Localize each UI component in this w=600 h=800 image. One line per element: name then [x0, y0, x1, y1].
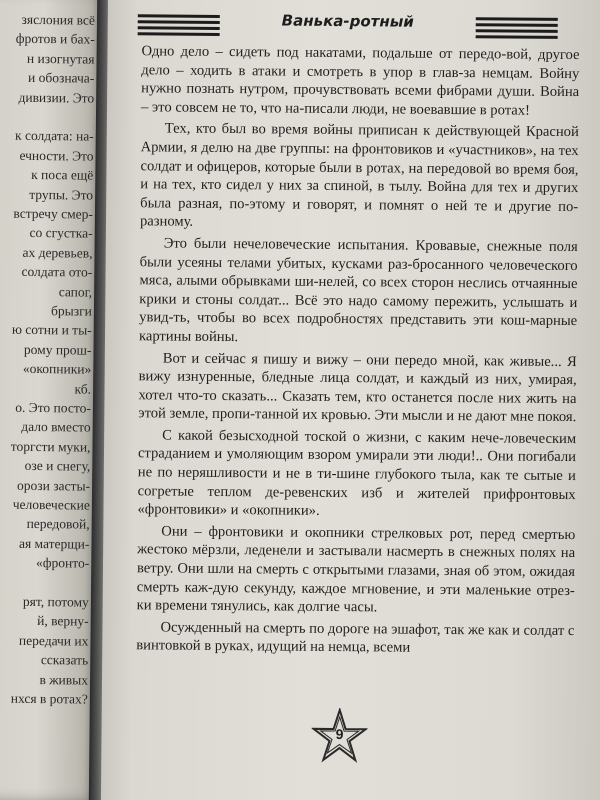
- left-page-line: озе и снегу,: [24, 458, 91, 474]
- page-header: [138, 2, 600, 40]
- left-page-line: в живых: [39, 671, 89, 688]
- paragraph: С какой безысходной тоской о жизни, с каким нече-ловеческим страданием и умоляющим взором умирали эти люди!.. Они погибали не по неряшливости и не в ти-шине глубокого тыла, как те сытые и согретые теплом де-ревенских изб и жителей прифронтовых «фронтовики» и «окопники».: [137, 427, 577, 520]
- left-page-line: трупы. Это: [29, 186, 94, 203]
- left-page-line: со сгустка-: [29, 225, 93, 242]
- left-page-line: кб.: [74, 381, 92, 397]
- running-head-title: Ванька-ротный: [281, 11, 414, 31]
- page-number-badge: [311, 708, 367, 764]
- left-page-line: й, верну-: [37, 613, 89, 629]
- paragraph: Тех, кто был во время войны приписан к действующей Красной Армии, я делю на две группы: на фронтовиков и «участников», на тех солдат и офицеров, которые были в ротах, на передовой во время боя, и на тех, кто сидел у них за спиной, в тылу. Война для тех и других была разная, по-этому и говорят, и помнят о ней те и другие по-разному.: [139, 120, 579, 231]
- left-page-line: рому прош-: [23, 341, 92, 358]
- left-page-line: солдата ото-: [21, 264, 93, 280]
- paragraph: Они – фронтовики и окопники стрелковых рот, перед смертью жестоко мёрзли, леденели и застывали насмерть в снежных полях на ветру. Они шли на смерть с открытыми глазами, зная об этом, ожидая смерть каж-дую секунду, каждое мгновение, и эти маленькие отрез-ки времени тянулись, как долгие часы.: [136, 523, 576, 616]
- left-page-line: брызги: [51, 303, 92, 319]
- left-page-line: «фронто-: [35, 555, 90, 571]
- left-page-line: орози засты-: [17, 477, 91, 494]
- header-stripes-left: [138, 14, 220, 39]
- paragraph: Это были нечеловеческие испытания. Кровавые, снежные поля были усеяны телами убитых, кусками раз-бросанного человеческого мяса, алыми обрывками ши-нелей, со всех сторон неслись отчаянные крики и стоны солдат... Всё это надо самому пережить, услышать и увид-ть, чтобы во всех подробностях представить эти кош-марные картины войны.: [138, 235, 578, 346]
- paragraph: Одно дело – сидеть под накатами, подальше от передо-вой, другое дело – ходить в атаки и смотреть в упор в глав-за немцам. Войну нужно познать нутром, прочувствовать всеми фибрами души. Война – это совсем не то, что на-писали люди, не воевавшие в ротах!: [140, 43, 580, 119]
- left-page-line: передовой,: [26, 516, 90, 532]
- left-page-line: ю сотни и ты-: [11, 322, 92, 339]
- header-stripes-right: [476, 17, 558, 42]
- left-page-line: к поса ещё: [31, 167, 94, 183]
- left-page-line: встречу смер-: [13, 205, 93, 222]
- left-page-line: ечности. Это: [19, 147, 94, 164]
- left-page-line: к солдата: на-: [15, 128, 94, 145]
- left-page-line: о. Это посто-: [15, 399, 91, 416]
- left-page-line: передачи их: [18, 632, 89, 649]
- left-page-line: рят, потому: [22, 593, 89, 610]
- paragraph: Осужденный на смерть по дороге на эшафот, так же как и солдат с винтовкой в руках, идущий на немца, всеми: [136, 619, 575, 657]
- right-page: [101, 0, 600, 800]
- paragraph: Вот и сейчас я пишу и вижу – они передо мной, как живые... Я вижу изнуренные, бледные лица солдат, и каждый из них, умирая, хотел что-то сказать... Сказать тем, кто останется после них жить на этой земле, пропи-танной их кровью. Эти мысли и не дают мне покоя.: [138, 349, 577, 426]
- left-page-line: нхся в ротах?: [10, 690, 88, 707]
- page-body-text: [136, 42, 579, 662]
- left-page-line: зяслония всё: [21, 11, 96, 28]
- left-page-line: и обознача-: [27, 70, 95, 86]
- left-page-line: «окопники»: [22, 361, 92, 377]
- left-page-line: дало вместо: [21, 419, 91, 436]
- left-page-line: фротов и бах-: [15, 31, 95, 48]
- left-page-line: торгсти муки,: [10, 438, 91, 455]
- left-page-line: ах деревьев,: [22, 244, 93, 261]
- left-page-line: дивизии. Это: [18, 89, 95, 106]
- left-page-line: сапог,: [58, 283, 93, 300]
- page-number: 9: [335, 726, 344, 743]
- left-page-line: н изогнутая: [26, 50, 95, 67]
- left-page-line: человеческие: [12, 496, 90, 513]
- left-page-line: ая матерщи-: [18, 535, 90, 552]
- left-page-line: ссказать: [40, 652, 89, 668]
